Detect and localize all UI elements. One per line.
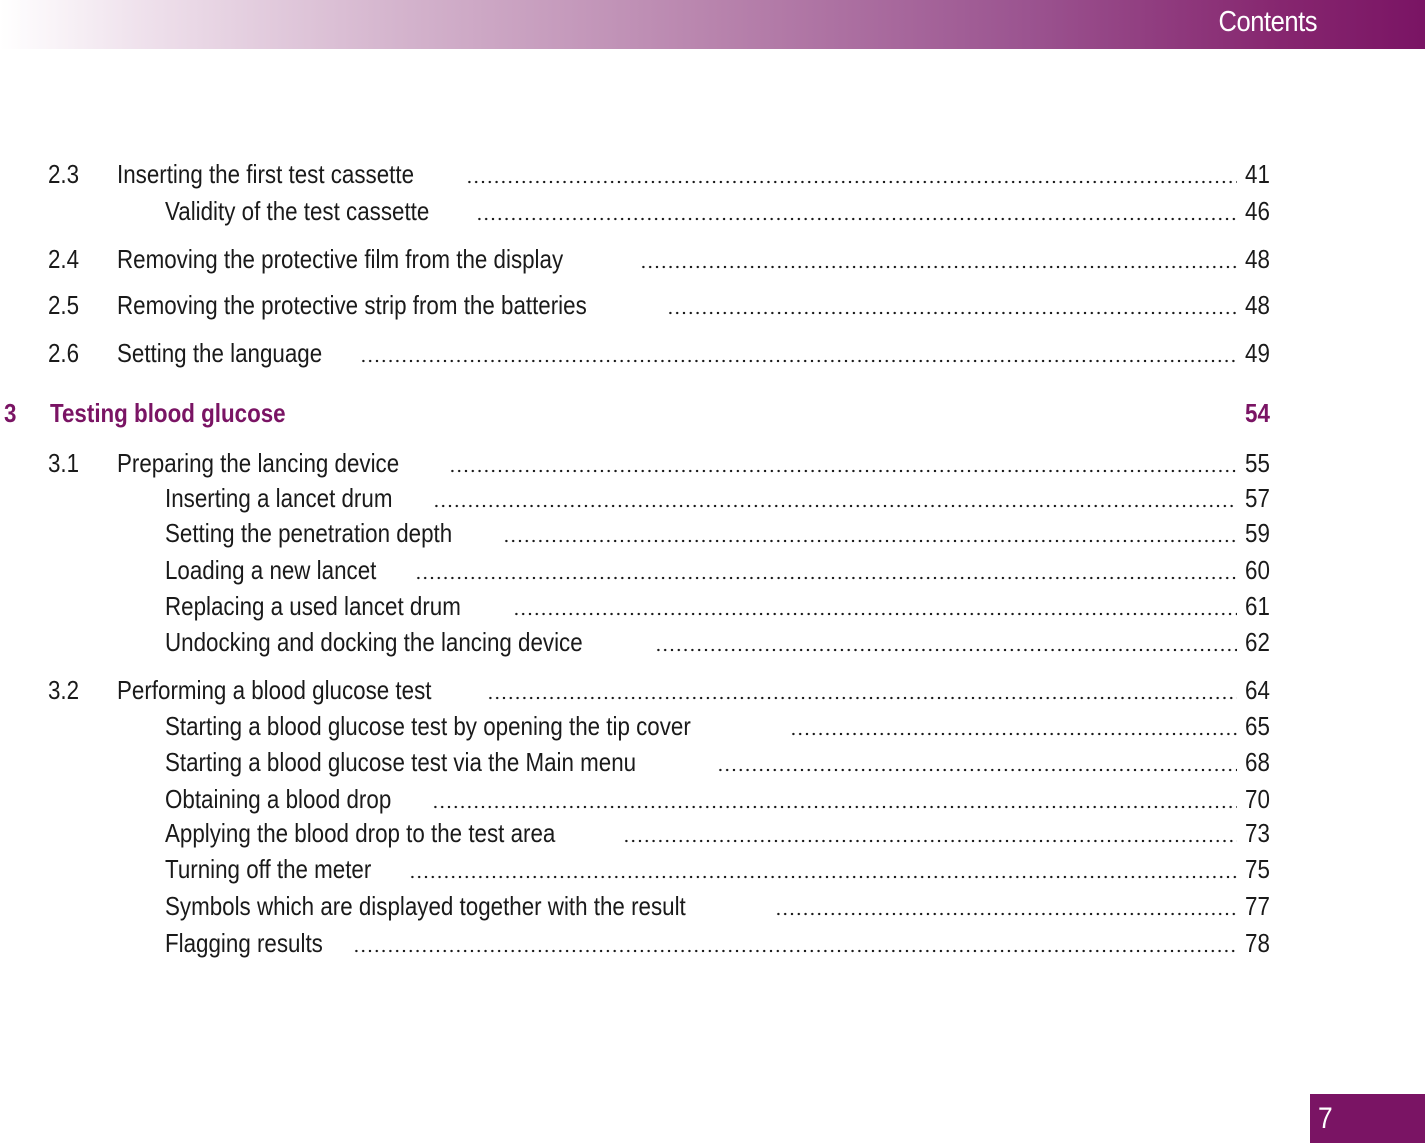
toc-entry-page: 77: [1245, 891, 1270, 921]
toc-entry-title: Validity of the test cassette: [165, 196, 430, 226]
toc-chapter-title: Testing blood glucose: [50, 398, 286, 428]
toc-chapter-entry[interactable]: [4, 396, 1270, 430]
toc-entry-page: 62: [1245, 627, 1270, 657]
toc-entry-page: 61: [1245, 591, 1270, 621]
dot-leader: [623, 839, 1237, 843]
toc-chapter-page: 54: [1245, 398, 1270, 428]
toc-entry-number: 3.2: [48, 675, 80, 705]
dot-leader: [513, 612, 1237, 616]
toc-entry-number: 2.3: [48, 159, 80, 189]
toc-entry-page: 46: [1245, 196, 1270, 226]
toc-entry-title: Obtaining a blood drop: [165, 784, 392, 814]
toc-entry[interactable]: [48, 481, 1270, 515]
toc-entry[interactable]: [48, 446, 1270, 480]
toc-entry-page: 41: [1245, 159, 1270, 189]
toc-entry[interactable]: [48, 782, 1270, 816]
toc-entry-page: 59: [1245, 518, 1270, 548]
page-number-badge: [1310, 1094, 1425, 1143]
toc-entry-number: 2.6: [48, 338, 80, 368]
toc-entry-page: 57: [1245, 483, 1270, 513]
toc-entry[interactable]: [48, 288, 1270, 322]
dot-leader: [640, 265, 1237, 269]
dot-leader: [466, 180, 1237, 184]
toc-entry-title: Setting the penetration depth: [165, 518, 453, 548]
toc-entry-number: 3.1: [48, 448, 80, 478]
toc-entry[interactable]: [48, 673, 1270, 707]
toc-entry[interactable]: [48, 516, 1270, 550]
toc-entry-title: Flagging results: [165, 928, 323, 958]
toc-entry[interactable]: [48, 336, 1270, 370]
toc-entry-number: 2.4: [48, 244, 80, 274]
toc-entry-page: 49: [1245, 338, 1270, 368]
dot-leader: [409, 875, 1237, 879]
dot-leader: [667, 311, 1237, 315]
toc-entry-title: Applying the blood drop to the test area: [165, 818, 556, 848]
dot-leader: [415, 576, 1237, 580]
toc-entry-page: 48: [1245, 290, 1270, 320]
dot-leader: [487, 696, 1237, 700]
toc-entry-page: 55: [1245, 448, 1270, 478]
dot-leader: [790, 732, 1237, 736]
toc-entry[interactable]: [48, 553, 1270, 587]
toc-entry-title: Setting the language: [117, 338, 323, 368]
toc-entry[interactable]: [48, 745, 1270, 779]
toc-entry-page: 75: [1245, 854, 1270, 884]
dot-leader: [775, 912, 1238, 916]
page-number: 7: [1318, 1102, 1333, 1135]
toc-entry[interactable]: [48, 926, 1270, 960]
toc-entry-title: Inserting a lancet drum: [165, 483, 393, 513]
toc-entry-title: Starting a blood glucose test by opening the tip cover: [165, 711, 691, 741]
toc-entry-page: 65: [1245, 711, 1270, 741]
toc-entry-title: Preparing the lancing device: [117, 448, 400, 478]
header-title: Contents: [1218, 6, 1317, 38]
toc-entry-title: Performing a blood glucose test: [117, 675, 432, 705]
toc-entry-page: 60: [1245, 555, 1270, 585]
toc-entry-title: Inserting the first test cassette: [117, 159, 415, 189]
toc-entry[interactable]: [48, 889, 1270, 923]
dot-leader: [433, 504, 1237, 508]
toc-entry[interactable]: [48, 709, 1270, 743]
dot-leader: [655, 648, 1237, 652]
toc-entry-title: Loading a new lancet: [165, 555, 377, 585]
toc-entry[interactable]: [48, 816, 1270, 850]
dot-leader: [476, 217, 1237, 221]
toc-entry-title: Starting a blood glucose test via the Main menu: [165, 747, 637, 777]
toc-entry[interactable]: [48, 242, 1270, 276]
toc-entry-title: Symbols which are displayed together with the result: [165, 891, 686, 921]
dot-leader: [503, 539, 1237, 543]
toc-entry[interactable]: [48, 589, 1270, 623]
toc-entry-title: Turning off the meter: [165, 854, 372, 884]
toc-entry-title: Replacing a used lancet drum: [165, 591, 461, 621]
dot-leader: [353, 949, 1238, 953]
toc-entry-page: 48: [1245, 244, 1270, 274]
toc-entry-title: Removing the protective strip from the batteries: [117, 290, 587, 320]
dot-leader: [449, 469, 1237, 473]
toc-entry[interactable]: [48, 852, 1270, 886]
toc-entry[interactable]: [48, 625, 1270, 659]
toc-entry-page: 64: [1245, 675, 1270, 705]
toc-entry-title: Undocking and docking the lancing device: [165, 627, 583, 657]
toc-entry-page: 73: [1245, 818, 1270, 848]
toc-entry-title: Removing the protective film from the display: [117, 244, 564, 274]
toc-entry[interactable]: [48, 194, 1270, 228]
dot-leader: [360, 359, 1238, 363]
toc-chapter-number: 3: [4, 398, 17, 428]
toc-entry[interactable]: [48, 157, 1270, 191]
toc-entry-page: 70: [1245, 784, 1270, 814]
toc-entry-number: 2.5: [48, 290, 80, 320]
dot-leader: [432, 805, 1237, 809]
toc-entry-page: 78: [1245, 928, 1270, 958]
toc-entry-page: 68: [1245, 747, 1270, 777]
dot-leader: [717, 768, 1237, 772]
